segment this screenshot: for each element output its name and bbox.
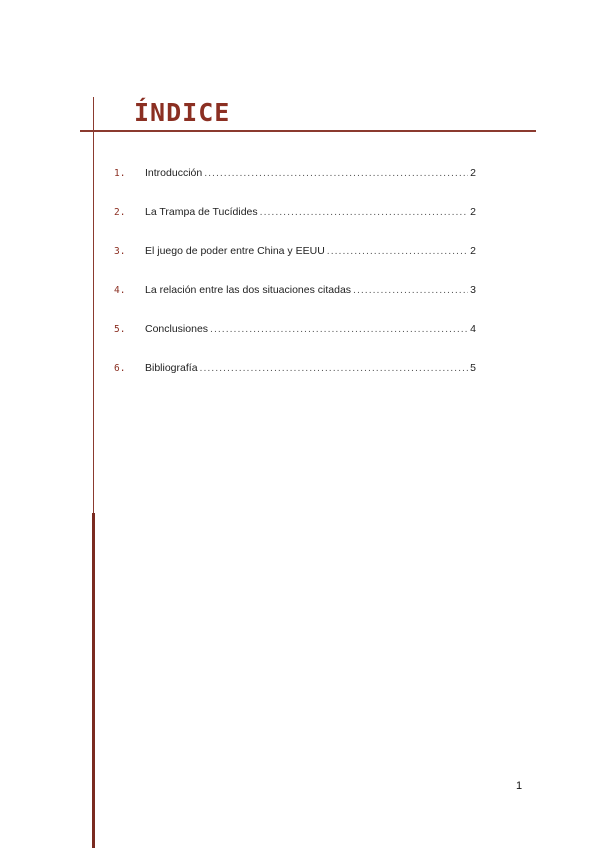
toc-leader-dots <box>210 323 468 335</box>
toc-item-label: Conclusiones <box>145 323 209 335</box>
toc-item-number: 6. <box>114 363 126 374</box>
margin-rule-bottom <box>92 513 95 848</box>
toc-item-page: 3 <box>470 284 476 296</box>
table-of-contents <box>114 167 476 401</box>
toc-item-trampa-tucidides[interactable] <box>114 206 476 245</box>
toc-item-label: El juego de poder entre China y EEUU <box>145 245 325 257</box>
toc-item-page: 2 <box>470 245 476 257</box>
title-underline <box>80 130 536 132</box>
toc-leader-dots <box>327 245 468 257</box>
toc-item-page: 2 <box>470 206 476 218</box>
toc-item-page: 2 <box>470 167 476 179</box>
toc-item-label: La Trampa de Tucídides <box>145 206 258 218</box>
toc-item-number: 2. <box>114 207 126 218</box>
toc-item-relacion[interactable] <box>114 284 476 323</box>
toc-item-number: 5. <box>114 324 126 335</box>
toc-item-label: Bibliografía <box>145 362 198 374</box>
toc-leader-dots <box>200 362 469 374</box>
toc-leader-dots <box>204 167 468 179</box>
toc-item-bibliografia[interactable] <box>114 362 476 401</box>
toc-item-label: La relación entre las dos situaciones citadas <box>145 284 352 296</box>
toc-item-introduccion[interactable] <box>114 167 476 206</box>
toc-item-juego-poder[interactable] <box>114 245 476 284</box>
page-number: 1 <box>516 780 523 792</box>
toc-leader-dots <box>353 284 468 296</box>
toc-item-label: Introducción <box>145 167 203 179</box>
toc-item-number: 3. <box>114 246 126 257</box>
toc-item-page: 5 <box>470 362 476 374</box>
toc-item-page: 4 <box>470 323 476 335</box>
page-title: ÍNDICE <box>134 98 231 127</box>
toc-item-number: 4. <box>114 285 126 296</box>
toc-leader-dots <box>260 206 469 218</box>
toc-item-conclusiones[interactable] <box>114 323 476 362</box>
toc-item-number: 1. <box>114 168 126 179</box>
margin-rule-top <box>93 97 94 513</box>
